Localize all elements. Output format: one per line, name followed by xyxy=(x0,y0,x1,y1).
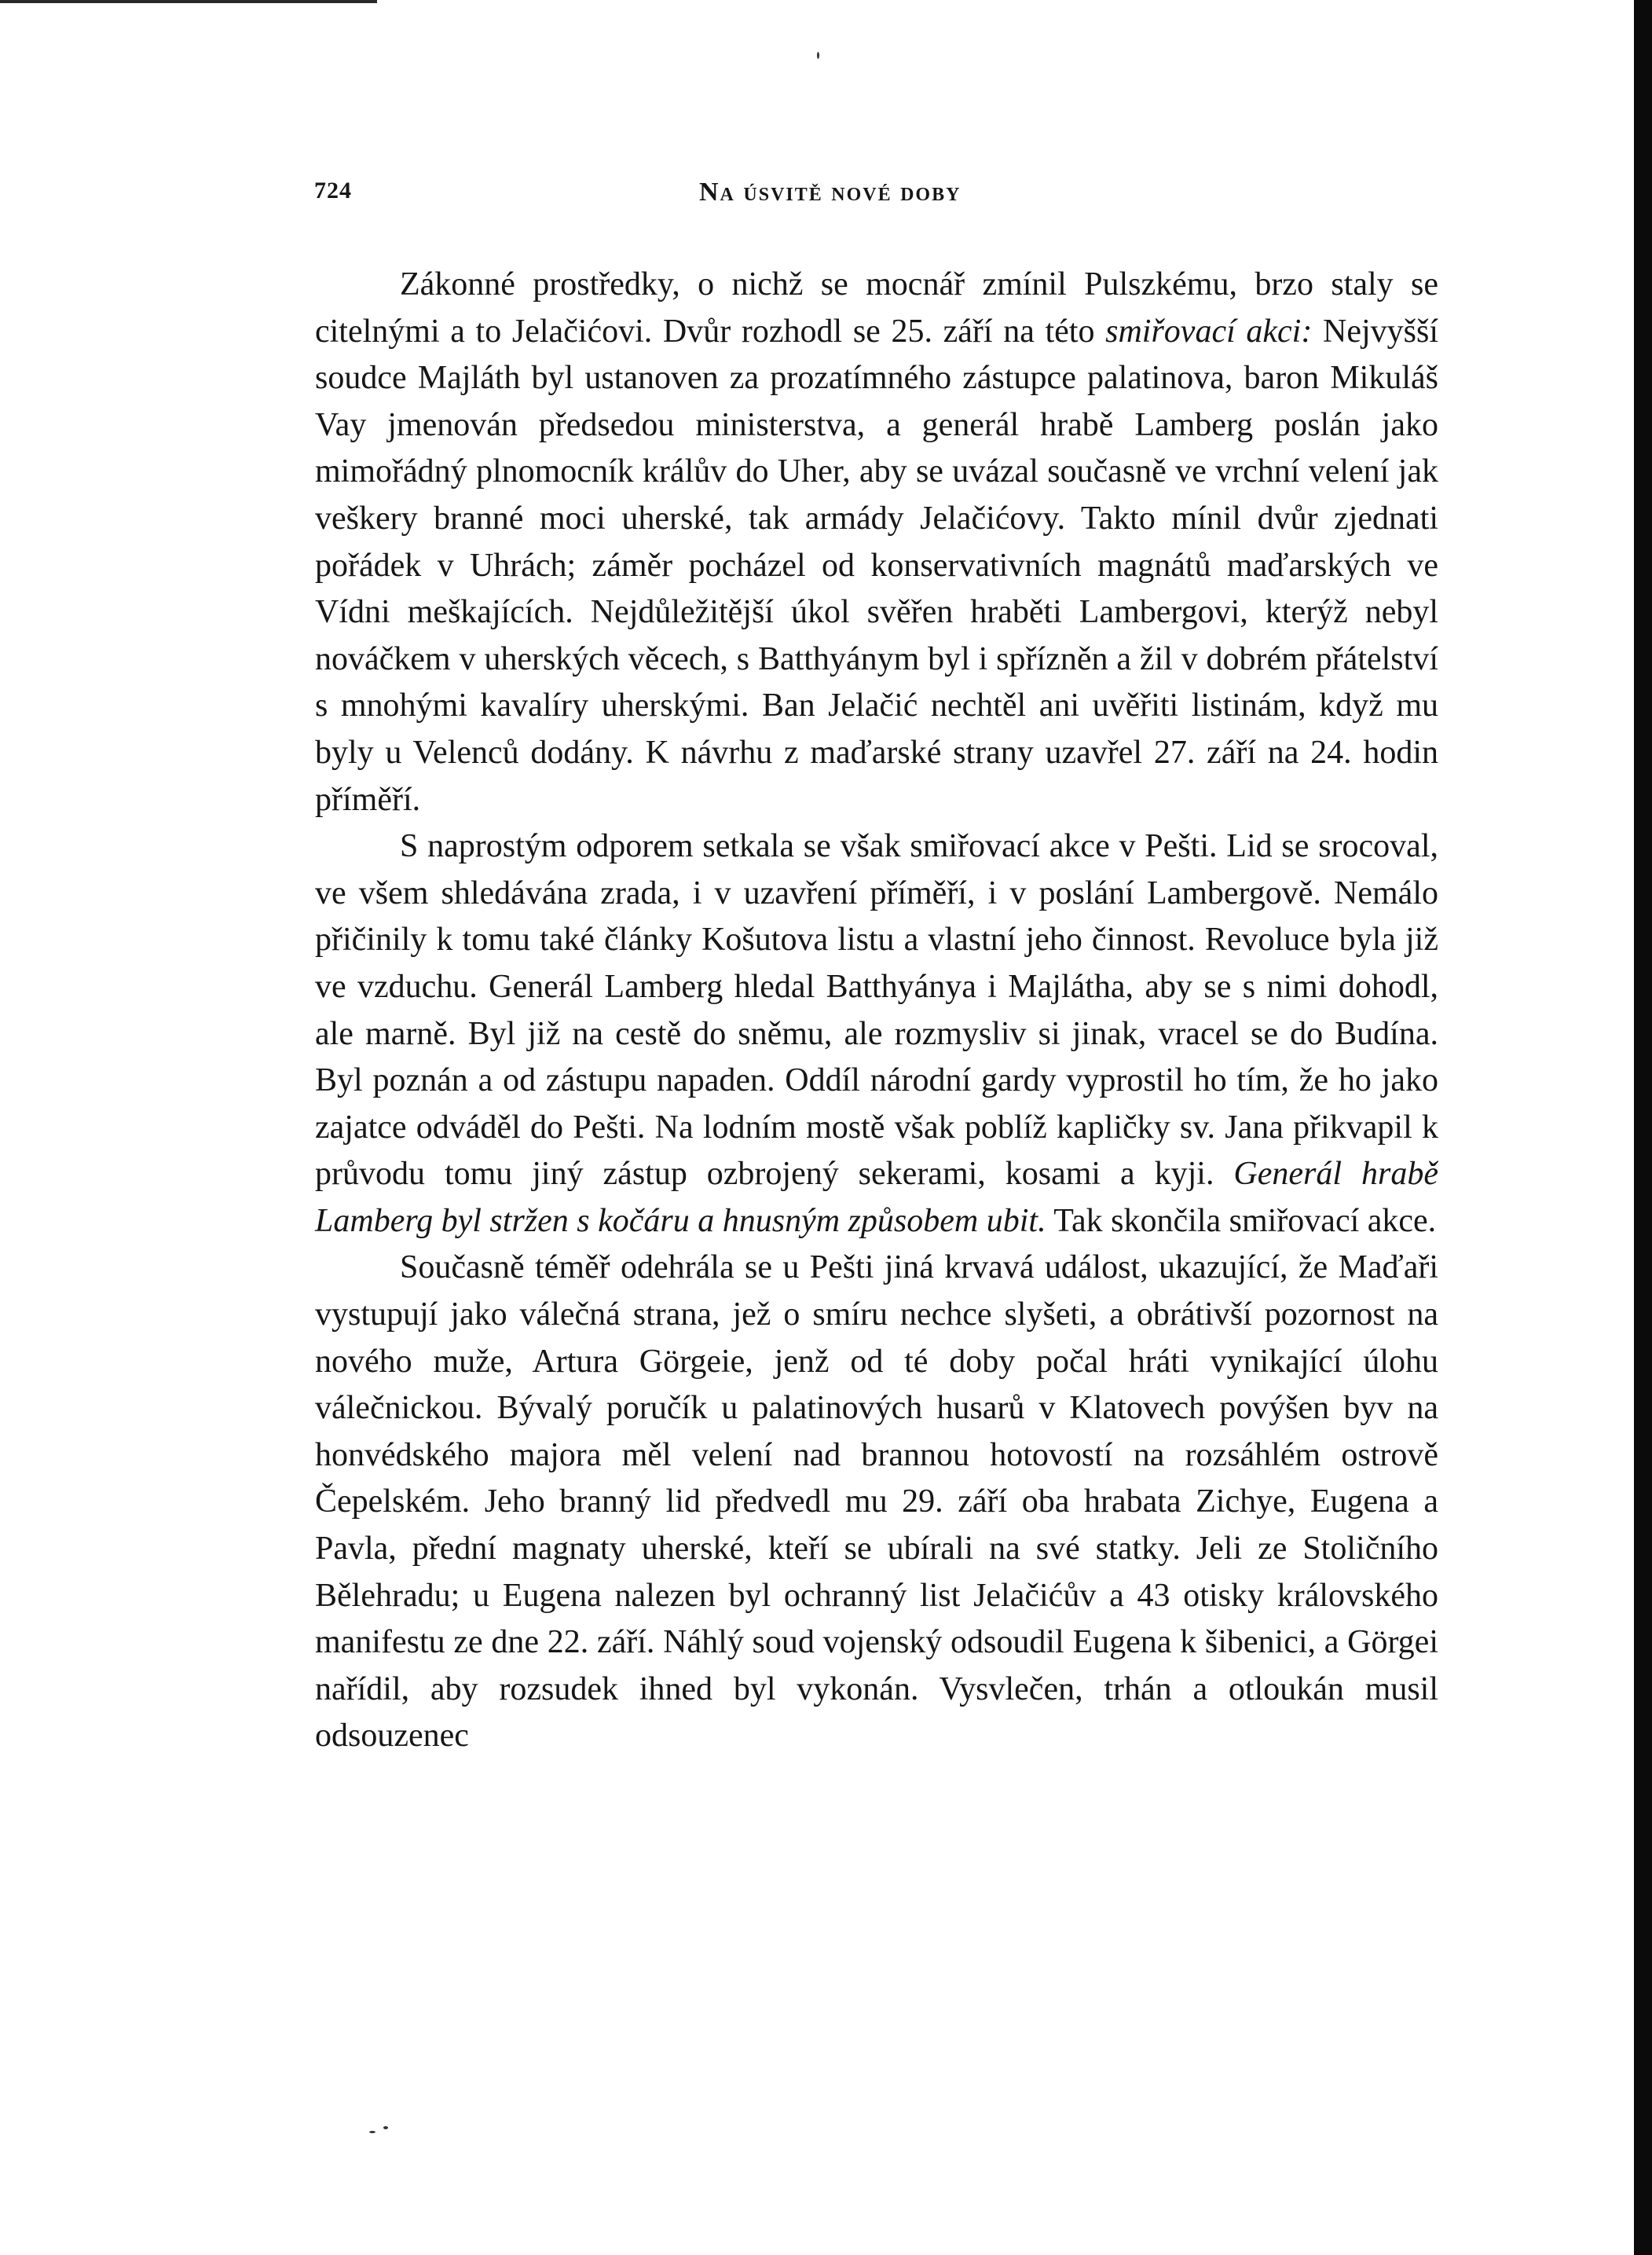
text-run: Zákonné prostředky, o nichž se mocnář zmínil Pulszkému, brzo staly se citelnými a to Jelačićovi. Dvůr rozhodl se 25. září na této xyxy=(315,266,1438,350)
scan-edge-top xyxy=(0,0,377,3)
text-run: Tak skončila smiřovací akce. xyxy=(1046,1202,1437,1239)
running-title: Na úsvitě nové doby xyxy=(699,178,962,207)
body-text xyxy=(315,262,1438,1760)
page-number: 724 xyxy=(314,178,352,204)
paragraph xyxy=(315,823,1438,1245)
text-run: Současně téměř odehrála se u Pešti jiná krvavá událost, ukazující, že Maďaři vystupují jako válečná strana, jež o smíru nechce slyšeti, a obrátivší pozornost na nového muže, Artura Görgeie, jenž od té doby počal hráti vynikající úlohu válečnickou. Bývalý poručík u palatinových husarů v Klatovech povýšen byv na honvédského majora měl velení nad brannou hotovostí na rozsáhlém ostrově Čepelském. Jeho branný lid předvedl mu 29. září oba hrabata Zichye, Eugena a Pavla, přední magnaty uherské, kteří se ubírali na své statky. Jeli ze Stoličního Bělehradu; u Eugena nalezen byl ochranný list Jelačićův a 43 otisky královského manifestu ze dne 22. září. Náhlý soud vojenský odsoudil Eugena k šibenici, a Görgei nařídil, aby rozsudek ihned byl vykonán. Vysvlečen, trhán a otloukán musil odsouzenec xyxy=(315,1249,1438,1754)
scan-speck xyxy=(369,2131,375,2133)
paragraph xyxy=(315,262,1438,823)
paragraph xyxy=(315,1245,1438,1760)
text-run: S naprostým odporem setkala se však smiřovací akce v Pešti. Lid se srocoval, ve všem shledávána zrada, i v uzavření příměří, i v poslání Lambergově. Nemálo přičinily k tomu také články Košutova listu a vlastní jeho činnost. Revoluce byla již ve vzduchu. Generál Lamberg hledal Batthyánya i Majlátha, aby se s nimi dohodl, ale marně. Byl již na cestě do sněmu, ale rozmysliv si jinak, vracel se do Budína. Byl poznán a od zástupu napaden. Oddíl národní gardy vyprostil ho tím, že ho jako zajatce odváděl do Pešti. Na lodním mostě však poblíž kapličky sv. Jana přikvapil k průvodu tomu jiný zástup ozbrojený sekerami, kosami a kyji. xyxy=(315,828,1438,1193)
scan-edge-right xyxy=(1634,0,1652,2255)
italic-run: smiřovací akci: xyxy=(1105,313,1313,350)
scan-speck xyxy=(383,2126,388,2129)
text-run: Nejvyšší soudce Majláth byl ustanoven za prozatímného zástupce palatinova, baron Mikuláš Vay jmenován předsedou ministerstva, a generál hrabě Lamberg poslán jako mimořádný plnomocník králův do Uher, aby se uvázal současně ve vrchní velení jak veškery branné moci uherské, tak armády Jelačićovy. Takto mínil dvůr zjednati pořádek v Uhrách; záměr pocházel od konservativních magnátů maďarských ve Vídni meškajících. Nejdůležitější úkol svěřen hraběti Lambergovi, kterýž nebyl nováčkem v uherských věcech, s Batthyánym byl i spřízněn a žil v dobrém přátelství s mnohými kavalíry uherskými. Ban Jelačić nechtěl ani uvěřiti listinám, když mu byly u Velenců dodány. K návrhu z maďarské strany uzavřel 27. září na 24. hodin příměří. xyxy=(315,313,1438,818)
scan-speck xyxy=(817,52,819,59)
italic-run: Generál hrabě Lamberg byl stržen s kočáru a hnusným způsobem ubit. xyxy=(315,1156,1438,1239)
